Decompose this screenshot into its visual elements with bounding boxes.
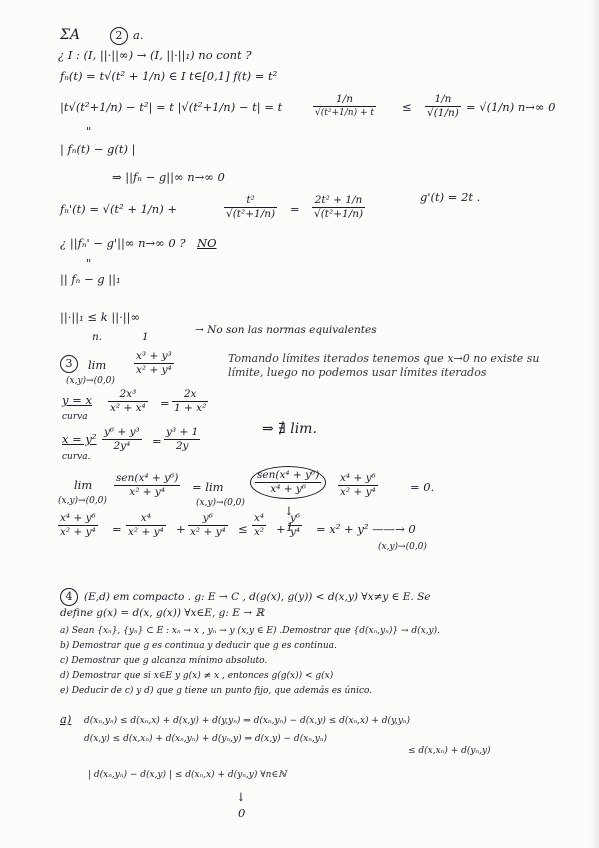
exercise-number-2: [110, 27, 128, 45]
ex4-proof-line-1: d(xₙ,yₙ) ≤ d(xₙ,x) + d(x,y) + d(y,yₙ) ⇒ d(xₙ,yₙ) − d(x,y) ≤ d(xₙ,x) + d(y,yₙ): [84, 716, 411, 726]
ex2-estimate-fraction-2: [425, 93, 461, 120]
ex3-function-fraction: [134, 350, 174, 377]
ex3-bound-fraction: [58, 512, 98, 539]
ex3-lim-subscript: (x,y)→(0,0): [66, 376, 115, 386]
exercise-number-4: [60, 588, 78, 606]
ex3-second-fraction: [114, 472, 180, 499]
ex3-bound-subscript: (x,y)→(0,0): [378, 542, 427, 552]
fraction-denominator: x² + y⁴: [60, 526, 96, 538]
ex3-curve2-word: curva.: [62, 452, 91, 462]
ex3-remaining-fraction: [338, 472, 378, 499]
ex3-circle-icon: 3: [60, 355, 78, 373]
ex2-derivative-fraction-2: [312, 194, 365, 221]
ex2-derivative-fraction-1: [224, 194, 277, 221]
ex3-curve1-word: curva: [62, 412, 88, 422]
page-edge-shadow: [590, 0, 599, 848]
fraction-denominator: y⁴: [290, 526, 301, 538]
fraction-denominator: x² + y⁴: [129, 486, 166, 498]
equals-sign: =: [112, 522, 122, 536]
ex3-circled-sine-fraction: [250, 466, 326, 499]
fraction-denominator: 2y⁴: [113, 440, 131, 452]
ex4-proof-line-3: | d(xₙ,yₙ) − d(x,y) | ≤ d(xₙ,x) + d(yₙ,y) ∀n∈ℕ: [88, 770, 287, 780]
ex2-question: ¿ I : (I, ||·||∞) → (I, ||·||₁) no cont ?: [58, 48, 252, 62]
ex2-abs-difference: | fₙ(t) − g(t) |: [60, 142, 136, 156]
fraction-denominator: x² + y⁴: [340, 486, 376, 498]
ex3-curve1-label: y = x: [62, 393, 92, 407]
fraction-numerator: 1/n: [313, 93, 376, 107]
plus-sign: +: [276, 522, 286, 536]
fraction-denominator: x² + y⁴: [136, 364, 172, 376]
ex2-conclusion: → No son las normas equivalentes: [195, 324, 377, 336]
ditto-mark: ": [86, 124, 92, 138]
ex4-statement-line-2: define g(x) = d(x, g(x)) ∀x∈E, g: E → ℝ: [60, 607, 265, 619]
ex4-item-d: d) Demostrar que si x∈E y g(x) ≠ x , entonces g(g(x)) < g(x): [60, 671, 334, 681]
equals-sign: =: [290, 202, 300, 216]
fraction-numerator: sen(x⁴ + y⁶): [257, 469, 320, 481]
ex2-norm-inequality: ||·||₁ ≤ k ||·||∞: [60, 310, 141, 324]
ex3-note: Tomando límites iterados tenemos que x→0 no existe su límite, luego no podemos usar límites iterados: [228, 352, 540, 379]
plus-sign: +: [176, 522, 186, 536]
ex3-curve2-label: x = y²: [62, 432, 97, 446]
fraction-numerator: y³ + 1: [166, 426, 199, 438]
ex3-no-limit: ⇒ ∄ lim.: [262, 421, 317, 437]
header-mark: ƩA: [60, 27, 81, 43]
fraction-numerator: x³ + y³: [136, 350, 172, 362]
fraction-denominator: x⁴ + y⁶: [270, 483, 307, 495]
ex2-circle-icon: 2: [110, 27, 128, 45]
ex3-bound-term-1: [126, 512, 166, 539]
ex4-item-c: c) Demostrar que g alcanza mínimo absoluto.: [60, 656, 268, 666]
equals-sign: =: [160, 396, 170, 410]
ex4-statement-line-1: (E,d) em compacto . g: E → C , d(g(x), g(y)) < d(x,y) ∀x≠y ∈ E. Se: [84, 591, 431, 603]
fraction-numerator: t²: [224, 194, 277, 208]
fraction-denominator: √(t²+1/n) + t: [315, 108, 374, 118]
ex3-second-lim-subscript: (x,y)→(0,0): [58, 496, 107, 506]
fraction-denominator: √(t²+1/n): [314, 208, 364, 220]
fraction-numerator: x⁴ + y⁶: [60, 512, 96, 524]
ex2-inequality-n: n.: [92, 331, 103, 343]
fraction-denominator: √(1/n): [427, 107, 459, 119]
fraction-denominator: x² + y⁴: [128, 526, 164, 538]
fraction-numerator: y⁶ + y³: [104, 426, 140, 438]
ex4-proof-line-2b: ≤ d(x,xₙ) + d(yₙ,y): [408, 746, 491, 756]
ex2-g-derivative: g'(t) = 2t .: [420, 190, 481, 204]
ex3-one: 1: [286, 520, 294, 534]
fraction-denominator: x² + x⁴: [110, 402, 146, 414]
ex4-item-a: a) Sean {xₙ}, {yₙ} ⊂ E : xₙ → x , yₙ → y (x,y ∈ E) .Demostrar que {d(xₙ,yₙ)} → d(x,y).: [60, 626, 441, 636]
fraction-numerator: x⁴: [126, 512, 166, 526]
fraction-numerator: 2t² + 1/n: [312, 194, 365, 208]
ex3-bound-term-4: [288, 512, 302, 539]
fraction-numerator: x⁴: [254, 512, 265, 524]
ex2-inequality-one: 1: [142, 331, 149, 343]
ex4-item-e: e) Deducir de c) y d) que g tiene un punto fijo, que además es único.: [60, 686, 373, 696]
fraction-denominator: 1 + x²: [174, 402, 207, 414]
ex3-curve1-fraction-2: [172, 388, 208, 415]
exercise-number-3: [60, 355, 78, 373]
fraction-denominator: x² + y⁴: [190, 526, 226, 538]
ex4-circle-icon: 4: [60, 588, 78, 606]
equals-sign: =: [152, 434, 162, 448]
ex3-bound-term-3: [252, 512, 266, 539]
ex4-part-a-label: a): [60, 712, 72, 726]
ex2-le-sign: ≤: [402, 100, 412, 114]
ex2-fn-definition: fₙ(t) = t√(t² + 1/n) ∈ I t∈[0,1] f(t) = t²: [60, 69, 278, 83]
ex3-down-arrow: ↓: [284, 504, 294, 518]
ex4-proof-line-2: d(x,y) ≤ d(x,xₙ) + d(xₙ,yₙ) + d(yₙ,y) ⇒ d(x,y) − d(xₙ,yₙ): [84, 734, 328, 744]
ex2-derivative-lhs: fₙ'(t) = √(t² + 1/n) +: [60, 202, 177, 216]
ex4-down-arrow: ↓: [236, 790, 246, 804]
fraction-denominator: x²: [254, 526, 265, 538]
ex2-norm-one: || fₙ − g ||₁: [60, 272, 121, 286]
fraction-denominator: √(t²+1/n): [226, 208, 276, 220]
ex3-lim-subscript-2: (x,y)→(0,0): [196, 498, 245, 508]
ex3-second-lim: lim: [74, 478, 93, 492]
ex2-sup-convergence: ⇒ ||fₙ − g||∞ n→∞ 0: [112, 170, 225, 184]
ex3-equals-lim: = lim: [192, 480, 224, 494]
fraction-numerator: 2x³: [108, 388, 148, 402]
fraction-numerator: y⁶: [290, 512, 301, 524]
ex3-curve2-fraction-2: [164, 426, 200, 453]
ex4-item-b: b) Demostrar que g es continua y deducir que g es continua.: [60, 641, 337, 651]
fraction-numerator: x⁴ + y⁶: [340, 472, 376, 484]
ditto-mark: ": [86, 256, 92, 270]
ex3-lim: lim: [88, 358, 107, 372]
fraction-denominator: 2y: [175, 440, 189, 452]
ex3-curve1-fraction-1: [108, 388, 148, 415]
ex3-limit-result: = 0.: [410, 480, 435, 494]
fraction-numerator: sen(x⁴ + y⁶): [116, 472, 179, 484]
ex2-estimate-fraction-1: [313, 93, 376, 120]
fraction-numerator: 2x: [172, 388, 208, 402]
ex3-curve2-fraction-1: [102, 426, 142, 453]
ex2-estimate-result: = √(1/n) n→∞ 0: [466, 100, 556, 114]
fraction-numerator: 1/n: [425, 93, 461, 107]
ex2-estimate-lhs: |t√(t²+1/n) − t²| = t |√(t²+1/n) − t| = t: [60, 100, 283, 114]
ex2-derivative-question: ¿ ||fₙ' − g'||∞ n→∞ 0 ?: [60, 236, 186, 250]
ex4-zero: 0: [238, 806, 246, 820]
ex3-bound-term-2: [188, 512, 228, 539]
ex2-no-answer: NO: [197, 236, 217, 250]
ex3-bound-tail: = x² + y² ——→ 0: [316, 522, 416, 536]
part-label: a.: [133, 28, 144, 42]
le-sign: ≤: [238, 522, 248, 536]
fraction-numerator: y⁶: [188, 512, 228, 526]
